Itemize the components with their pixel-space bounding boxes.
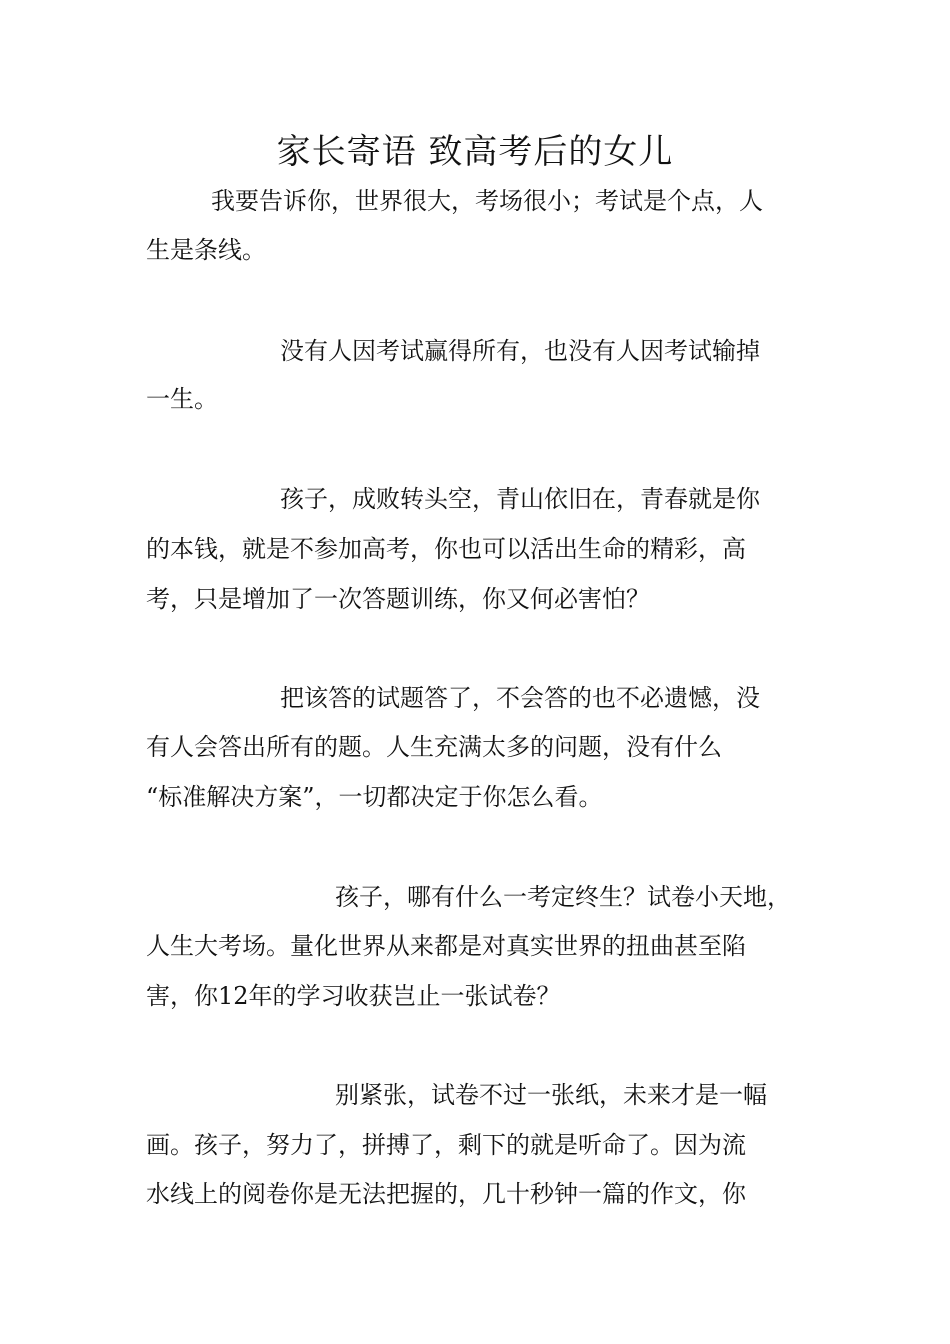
document-title: 家长寄语 致高考后的女儿 — [276, 132, 674, 172]
paragraph-line: 别紧张，试卷不过一张纸，未来才是一幅 — [335, 1081, 767, 1109]
paragraph-line: “标准解决方案”，一切都决定于你怎么看。 — [146, 783, 603, 811]
paragraph-line: 孩子，哪有什么一考定终生？试卷小天地， — [335, 883, 791, 911]
paragraph-line: 水线上的阅卷你是无法把握的，几十秒钟一篇的作文，你 — [146, 1180, 746, 1208]
paragraph-line: 没有人因考试赢得所有，也没有人因考试输掉 — [280, 337, 760, 365]
paragraph-line: 人生大考场。量化世界从来都是对真实世界的扭曲甚至陷 — [146, 932, 746, 960]
paragraph-line: 害，你12年的学习收获岂止一张试卷？ — [146, 982, 561, 1010]
paragraph-line: 孩子，成败转头空，青山依旧在，青春就是你 — [280, 485, 760, 513]
paragraph-line: 把该答的试题答了，不会答的也不必遗憾，没 — [280, 684, 760, 712]
paragraph-line: 考，只是增加了一次答题训练，你又何必害怕？ — [146, 585, 650, 613]
paragraph-line: 生是条线。 — [146, 236, 266, 264]
paragraph-line: 我要告诉你，世界很大，考场很小；考试是个点，人 — [211, 187, 763, 215]
paragraph-line: 的本钱，就是不参加高考，你也可以活出生命的精彩，高 — [146, 535, 746, 563]
paragraph-line: 一生。 — [146, 385, 218, 413]
paragraph-line: 有人会答出所有的题。人生充满太多的问题，没有什么 — [146, 733, 722, 761]
paragraph-line: 画。孩子，努力了，拼搏了，剩下的就是听命了。因为流 — [146, 1131, 746, 1159]
